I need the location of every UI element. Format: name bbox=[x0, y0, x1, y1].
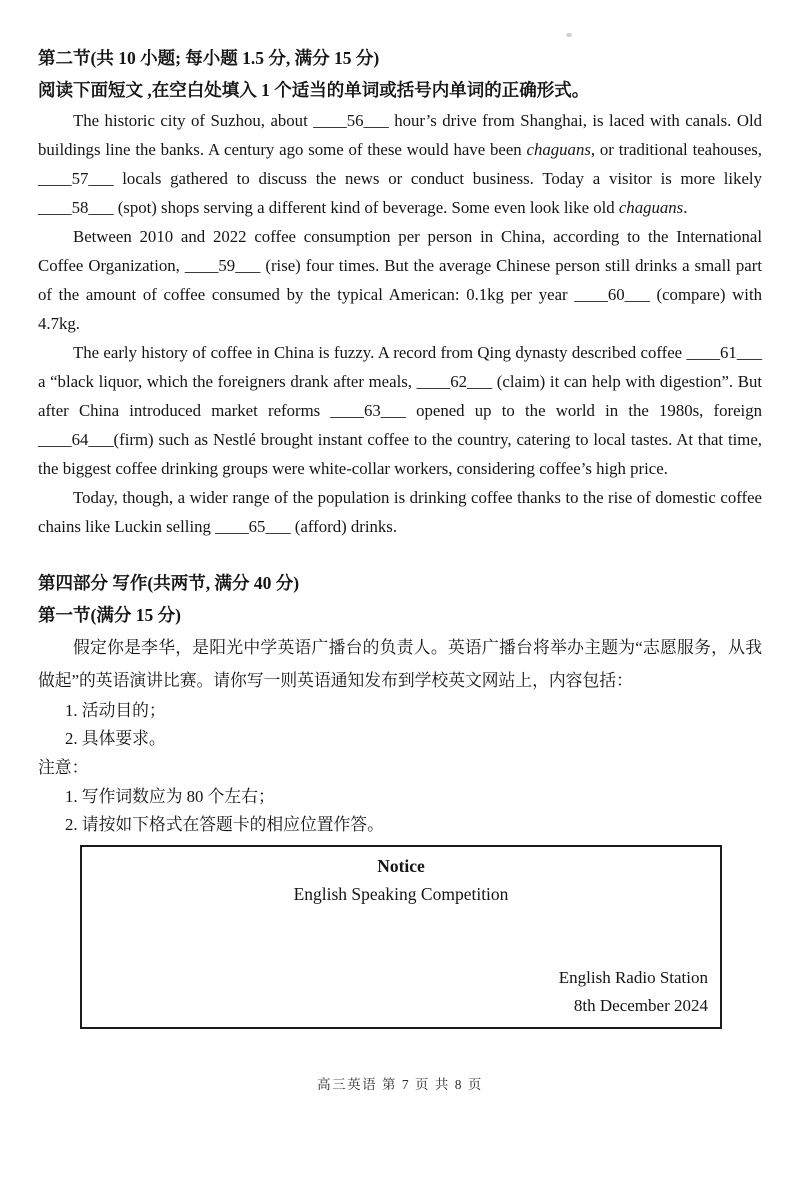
notice-subtitle: English Speaking Competition bbox=[293, 884, 509, 904]
section4-heading: 第四部分 写作(共两节, 满分 40 分) bbox=[38, 573, 300, 593]
italic-term: chaguans bbox=[618, 198, 684, 217]
notice-title: Notice bbox=[377, 856, 425, 876]
writing-point-1: 1. 活动目的； bbox=[65, 701, 166, 720]
passage bbox=[38, 106, 762, 541]
note-1: 1. 写作词数应为 80 个左右； bbox=[65, 787, 275, 806]
passage-text: . bbox=[683, 198, 688, 217]
passage-paragraph bbox=[38, 222, 762, 338]
page-footer: 高三英语 第 7 页 共 8 页 bbox=[317, 1077, 483, 1092]
passage-paragraph bbox=[38, 338, 762, 483]
notice-date: 8th December 2024 bbox=[573, 995, 708, 1015]
passage-text: , or traditional teahouses, ____57___ locals gathered to discuss the news or conduct business. Today a visitor is more likely ____58___ (spot) shops serving a different kind of beverage. Some even look like old bbox=[38, 140, 763, 217]
passage-text: The historic city of Suzhou, about ____56___ hour’s drive from Shanghai, is laced with canals. Old buildings line the banks. A century ago some of these would have been bbox=[38, 111, 762, 159]
section4-subheading: 第一节(满分 15 分) bbox=[38, 605, 181, 625]
section2-heading: 第二节(共 10 小题; 每小题 1.5 分, 满分 15 分) bbox=[38, 48, 380, 68]
notice-signature: English Radio Station bbox=[558, 968, 708, 987]
note-2: 2. 请按如下格式在答题卡的相应位置作答。 bbox=[65, 815, 384, 834]
notes-label: 注意： bbox=[38, 758, 89, 777]
passage-text: Between 2010 and 2022 coffee consumption per person in China, according to the International Coffee Organization, ____59___ (rise) four times. But the average Chinese person still drinks a small part of the amount of coffee consumed by the typical American: 0.1kg per year ____60___ (compare) with 4.7kg. bbox=[38, 227, 762, 333]
writing-task-description: 假定你是李华，是阳光中学英语广播台的负责人。英语广播台将举办主题为“志愿服务，从我做起”的英语演讲比赛。请你写一则英语通知发布到学校英文网站上，内容包括： bbox=[38, 638, 762, 690]
italic-term: chaguans bbox=[526, 140, 591, 159]
section2-instruction: 阅读下面短文 ,在空白处填入 1 个适当的单词或括号内单词的正确形式。 bbox=[38, 80, 590, 100]
passage-text: The early history of coffee in China is fuzzy. A record from Qing dynasty described coffee ____61___ a “black liquor, which the foreigners drank after meals, ____62___ (claim) it can help with digestion”. But after China introduced market reforms ____63___ opened up to the world in the 1980s, foreign ____64___(firm) such as Nestlé brought instant coffee to the country, catering to local tastes. At that time, the biggest coffee drinking groups were white-collar workers, considering coffee’s high price. bbox=[38, 343, 762, 478]
answer-format-box bbox=[80, 845, 722, 1029]
passage-paragraph bbox=[38, 106, 762, 222]
passage-text: Today, though, a wider range of the population is drinking coffee thanks to the rise of domestic coffee chains like Luckin selling ____65___ (afford) drinks. bbox=[38, 488, 762, 536]
notice-signoff bbox=[559, 964, 708, 1019]
writing-point-2: 2. 具体要求。 bbox=[65, 729, 166, 748]
scan-artifact-speck bbox=[566, 33, 572, 37]
passage-paragraph bbox=[38, 483, 762, 541]
